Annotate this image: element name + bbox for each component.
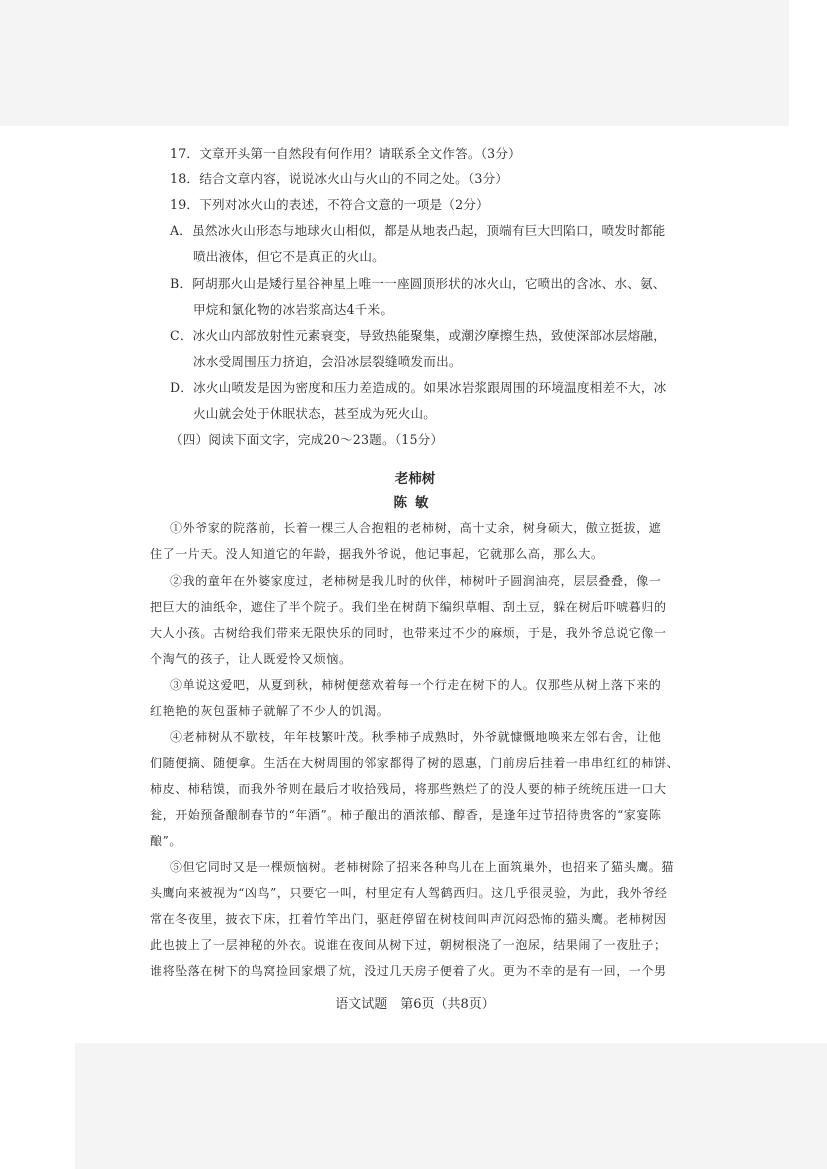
option-d-line-1: D．冰火山喷发是因为密度和压力差造成的。如果冰岩浆跟周围的环境温度相差不大，冰 — [170, 380, 667, 395]
paragraph-2-line-2: 把巨大的油纸伞，遮住了半个院子。我们坐在树荫下编织草帽、刮土豆，躲在树后吓唬暮归的 — [150, 600, 667, 614]
paragraph-4-line-4: 瓮，开始预备酿制春节的“年酒”。柿子酿出的酒浓郁、醇香，是逢年过节招待贵客的“家宴陈 — [150, 808, 662, 822]
paragraph-4-line-2: 们随便摘、随便拿。生活在大树周围的邻家都得了树的恩惠，门前房后挂着一串串红红的柿饼、 — [150, 756, 680, 770]
page-footer: 语文试题 第6页（共8页） — [335, 997, 495, 1012]
paragraph-3-line-1: ③单说这爱吧，从夏到秋，柿树便慈欢着每一个行走在树下的人。仅那些从树上落下来的 — [170, 678, 662, 692]
option-b-line-1: B．阿胡那火山是矮行星谷神星上唯一一座圆顶形状的冰火山，它喷出的含冰、水、氨、 — [170, 276, 666, 291]
option-a-line-2: 喷出液体，但它不是真正的火山。 — [193, 249, 385, 264]
paragraph-2-line-3: 大人小孩。古树给我们带来无限快乐的同时，也带来过不少的麻烦，于是，我外爷总说它像一 — [150, 626, 667, 640]
question-17: 17．文章开头第一自然段有何作用？请联系全文作答。（3分） — [170, 146, 521, 161]
paragraph-2-line-1: ②我的童年在外婆家度过，老柿树是我儿时的伙伴，柿树叶子圆润油亮，层层叠叠，像一 — [170, 574, 662, 588]
paragraph-1-line-2: 住了一片天。没人知道它的年龄，据我外爷说，他记事起，它就那么高，那么大。 — [150, 547, 604, 561]
paragraph-3-line-2: 红艳艳的灰包蛋柿子就解了不少人的饥渴。 — [150, 704, 390, 718]
option-c-line-1: C．冰火山内部放射性元素衰变，导致热能聚集，或潮汐摩擦生热，致使深部冰层熔融， — [170, 328, 666, 343]
option-b-line-2: 甲烷和氯化物的冰岩浆高达4千米。 — [193, 302, 394, 317]
article-title: 老柿树 — [394, 471, 436, 487]
paragraph-1-line-1: ①外爷家的院落前，长着一棵三人合抱粗的老柿树，高十丈余，树身硕大，傲立挺拔，遮 — [170, 521, 662, 535]
question-19: 19．下列对冰火山的表述，不符合文意的一项是（2分） — [170, 197, 489, 212]
paragraph-5-line-4: 此也披上了一层神秘的外衣。说谁在夜间从树下过，朝树根浇了一泡尿，结果闹了一夜肚子； — [150, 938, 667, 952]
question-18: 18．结合文章内容，说说冰火山与火山的不同之处。（3分） — [170, 171, 509, 186]
paragraph-2-line-4: 个淘气的孩子，让人既爱怜又烦恼。 — [150, 652, 352, 666]
paragraph-5-line-1: ⑤但它同时又是一棵烦恼树。老柿树除了招来各种鸟儿在上面筑巢外，也招来了猫头鹰。猫 — [170, 860, 675, 874]
paragraph-5-line-2: 头鹰向来被视为“凶鸟”，只要它一叫，村里定有人驾鹤西归。这几乎很灵验，为此，我外爷经 — [150, 886, 668, 900]
paragraph-4-line-5: 酿”。 — [150, 834, 182, 848]
top-margin-band — [0, 0, 789, 126]
paragraph-4-line-1: ④老柿树从不歇枝，年年枝繁叶茂。秋季柿子成熟时，外爷就慷慨地唤来左邻右舍，让他 — [170, 730, 662, 744]
paragraph-4-line-3: 柿皮、柿秸馍，而我外爷则在最后才收拾残局，将那些熟烂了的没人要的柿子统统压进一口大 — [150, 782, 667, 796]
option-a-line-1: A．虽然冰火山形态与地球火山相似，都是从地表凸起，顶端有巨大凹陷口，喷发时都能 — [170, 223, 666, 238]
option-d-line-2: 火山就会处于休眠状态，甚至成为死火山。 — [193, 406, 437, 421]
bottom-margin-band — [75, 1043, 827, 1169]
paragraph-5-line-5: 谁将坠落在树下的鸟窝捡回家煨了炕，没过几天房子便着了火。更为不幸的是有一回，一个男 — [150, 964, 667, 978]
article-author: 陈敏 — [393, 495, 437, 511]
section-4-heading: （四）阅读下面文字，完成20～23题。（15分） — [170, 432, 444, 447]
option-c-line-2: 冰水受周围压力挤迫，会沿冰层裂缝喷发而出。 — [193, 354, 462, 369]
exam-page — [150, 132, 680, 1032]
paragraph-5-line-3: 常在冬夜里，披衣下床，扛着竹竿出门，驱赶停留在树枝间叫声沉闷恐怖的猫头鹰。老柿树因 — [150, 912, 667, 926]
